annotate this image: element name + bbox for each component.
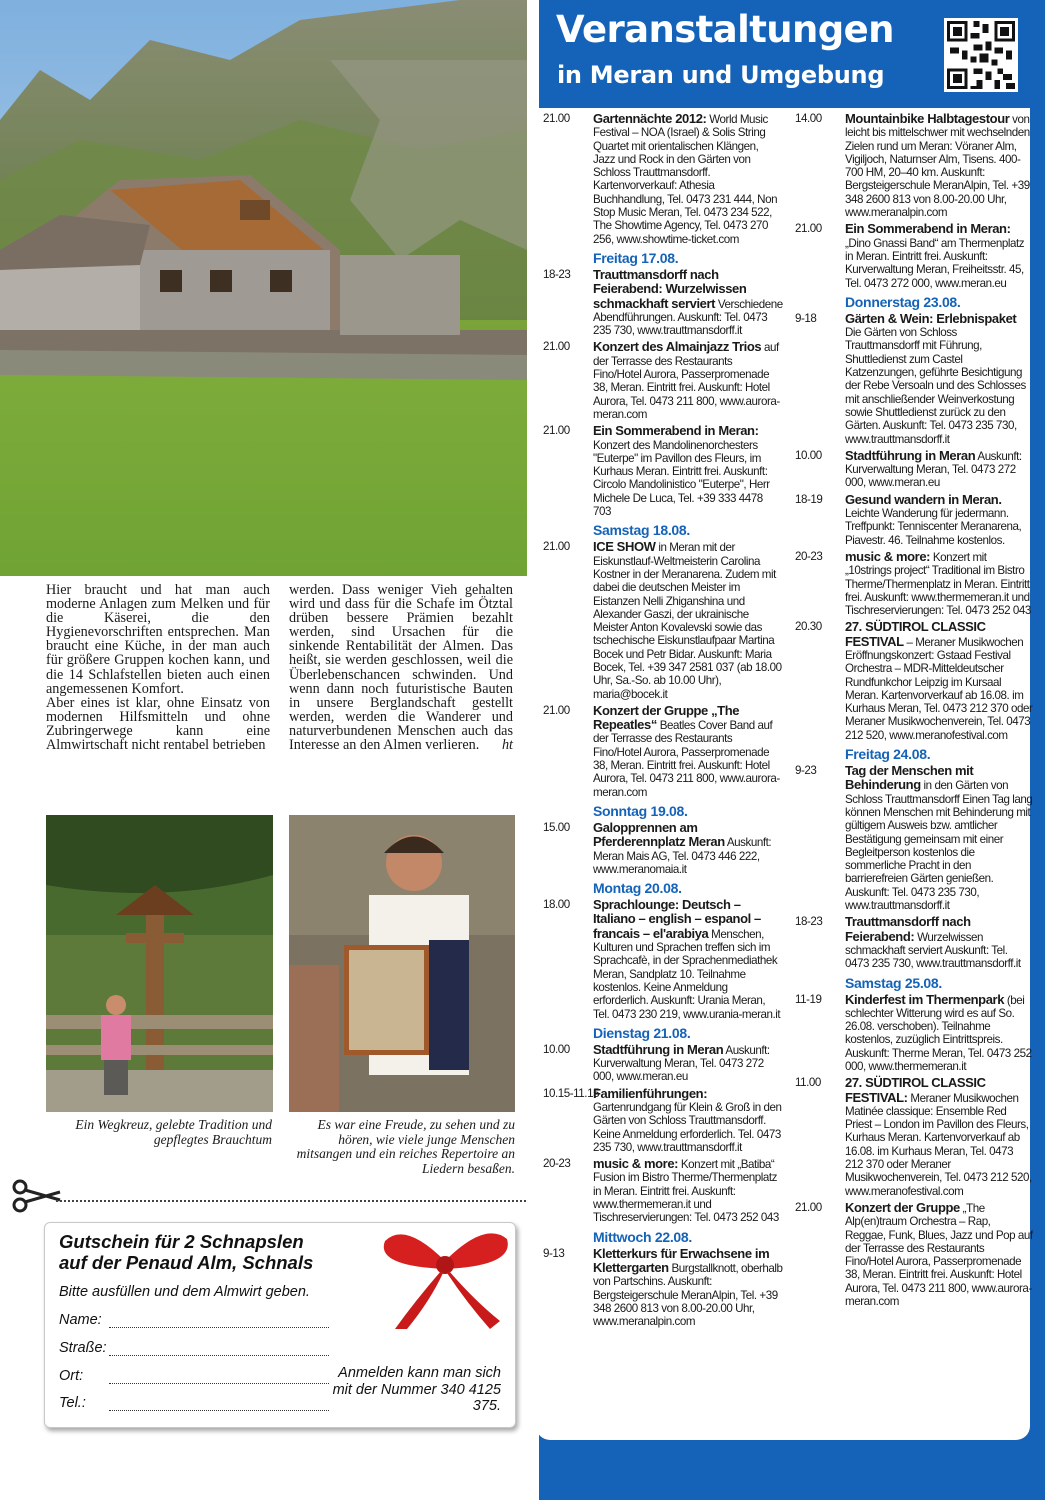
event-title: Trauttmansdorff nach Feierabend:	[845, 914, 971, 944]
event-description: Auskunft: Kurverwaltung Meran, Tel. 0473 272 000, www.meran.eu	[845, 449, 1022, 490]
event-description: „The Alp(en)traum Orchestra – Rap, Reggae, Funk, Blues, Jazz und Pop auf der Terrasse des Restaurants Fino/Hotel Aurora, Passerpromenade 38, Meran. Eintritt frei. Auskunft: Hotel Aurora, Tel. 0473 211 800, www.aurora-meran.com	[845, 1201, 1033, 1309]
event-title: Kletterkurs für Erwachsene im Klettergarten	[593, 1245, 770, 1275]
event-item	[543, 268, 783, 337]
red-bow-icon	[375, 1221, 515, 1331]
event-description: Auskunft: Kurverwaltung Meran, Tel. 0473 272 000, www.meran.eu	[593, 1043, 770, 1084]
event-time: 18-19	[795, 492, 823, 506]
event-description: Konzert mit „10strings project“ Traditional im Bistro Therme/Thermenplatz in Meran. Eintritt frei. Auskunft: www.thermemeran.it und Tischreservierungen: Tel. 0473 252 043	[845, 550, 1031, 618]
article-column-1	[46, 583, 270, 752]
event-day-heading: Sonntag 19.08.	[593, 802, 688, 819]
event-title: Mountainbike Halbtagestour	[845, 111, 1010, 126]
event-title: Kinderfest im Thermenpark	[845, 991, 1005, 1007]
event-item	[543, 340, 783, 421]
coupon-title: Gutschein für 2 Schnapslen auf der Penaud Alm, Schnals	[59, 1231, 314, 1273]
wayside-cross-photo	[46, 815, 273, 1112]
event-day-heading: Freitag 17.08.	[593, 249, 679, 266]
event-description: Menschen, Kulturen und Sprachen treffen sich im Sprachcafè, in der Sprachenmediathek Meran, Sandplatz 10. Teilnahme kostenlos. Keine Anmeldung erforderlich. Auskunft: Urania Meran, Tel. 0473 230 219, www.urania-meran.it	[593, 927, 781, 1021]
event-description: in Meran mit der Eiskunstlauf-Weltmeisterin Carolina Kostner in der Meranarena. Zudem mit dabei die deutschen Meister im Eistanzen Nelli Zhiganshina und Alexander Gaszi, der ukrainische Meister Anton Kovalevski sowie das tschechische Eiskunstlaufpaar Martina Bocek und Petr Bidar. Auskunft: Maria Bocek, Tel. +39 347 2581 037 (ab 18.00 Uhr, Sa.-So. ab 10.00 Uhr), maria@bocek.it	[593, 541, 782, 701]
event-description: Die Gärten von Schloss Trauttmansdorff mit Führung, Shuttledienst zum Castel Katzenzungen, geführte Besichtigung der Rebe Versoaln und des Schlosses mit anschließender Weinverkostung sowie Shuttledienst zurück zu den Gärten. Auskunft: Tel. 0473 235 730, www.trauttmansdorff.it	[845, 326, 1026, 446]
event-time: 9-18	[795, 311, 817, 325]
article-paragraph: Aber eines ist klar, ohne Einsatz von modernen Hilfsmitteln und ohne Zubringerwege kann eine Almwirtschaft nicht rentabel betrieben	[46, 694, 270, 754]
article-paragraph: Hier braucht und hat man auch moderne Anlagen zum Melken und für die Käserei, die den Hygienevorschriften entsprechen. Man braucht eine Küche, in der man auch für größere Gruppen kochen kann, und die 14 Schlafstellen bieten auch einen angemessenen Komfort.	[46, 582, 270, 697]
article-column-2	[289, 583, 513, 752]
event-description: von leicht bis mittelschwer mit wechselnden Zielen rund um Meran: Vöraner Alm, Vigiljoch, Naturnser Alm, Tisens. 400-700 HM, 20–40 km. Auskunft: Bergsteigerschule MeranAlpin, Tel. +39 348 2600 813 von 8.00-20.00 Uhr, www.meranalpin.com	[845, 113, 1030, 220]
coupon-note: Anmelden kann man sich mit der Nummer 340 4125 375.	[332, 1365, 501, 1414]
event-description: in den Gärten von Schloss Trauttmansdorff Einen Tag lang können Menschen mit Behinderung mit gültigem Ausweis bzw. amtlicher Bestätigung gemeinsam mit einer Begleitperson kostenlos die sommerliche Pracht in den barrierefreien Gärten genießen. Auskunft: Tel. 0473 235 730, www.trauttmansdorff.it	[845, 779, 1033, 913]
event-description: Gartenrundgang für Klein & Groß in den Gärten von Schloss Trauttmansdorff. Keine Anmeldung erforderlich. Tel. 0473 235 730, www.trauttmansdorff.it	[593, 1101, 782, 1154]
event-time: 20.30	[795, 620, 822, 634]
event-item	[543, 112, 783, 246]
event-day-heading: Dienstag 21.08.	[593, 1024, 691, 1041]
event-description: Konzert mit „Batiba“ Fusion im Bistro Therme/Thermenplatz in Meran. Eintritt frei. Auskunft: www.thermemeran.it und Tischreservierungen: Tel. 0473 252 043	[593, 1158, 779, 1225]
event-time: 20-23	[543, 1157, 571, 1171]
event-time: 10.00	[795, 448, 822, 462]
event-item	[795, 993, 1033, 1074]
event-title: music & more:	[593, 1156, 679, 1172]
event-title: Konzert des Almainjazz Trios	[593, 339, 762, 355]
event-title: 27. SÜDTIROL CLASSIC FESTIVAL:	[845, 1075, 986, 1105]
event-day-heading: Donnerstag 23.08.	[845, 293, 961, 310]
photo-caption-right: Es war eine Freude, zu sehen und zu hören, wie viele junge Menschen mitsangen und ein reiches Repertoire an Liedern besaßen.	[296, 1117, 515, 1176]
events-subtitle: in Meran und Umgebung	[557, 61, 885, 89]
event-item	[795, 620, 1033, 742]
event-description: Leichte Wanderung für jedermann. Treffpunkt: Tenniscenter Meranarena, Piavestr. 46. Teilnahme kostenlos.	[845, 507, 1022, 547]
accordion-player-photo	[289, 815, 515, 1112]
event-item	[543, 1157, 783, 1224]
event-title: Gärten & Wein: Erlebnispaket	[845, 310, 1017, 326]
event-item	[795, 764, 1033, 912]
event-item	[795, 312, 1033, 446]
event-time: 21.00	[795, 1200, 822, 1214]
event-day-heading: Mittwoch 22.08.	[593, 1228, 692, 1245]
event-description: Auskunft: Meran Mais AG, Tel. 0473 446 222, www.meranomaia.it	[593, 836, 772, 876]
article-paragraph: werden. Dass weniger Vieh gehalten wird und dass für die Schafe im Ötztal drüben bessere Prämien bezahlt werden, sind Ursachen für die sinkende Rentabilität der Almen. Das heißt, sie werden geschlossen, weil die Überlebenschancen schwinden. Und wenn dann noch futuristische Bauten in unsere Berglandschaft gestellt werden, werden die Wanderer und naturverbundenen Menschen auch das Interesse an den Almen verlieren.	[289, 582, 513, 754]
event-title: Gesund wandern in Meran.	[845, 491, 1002, 507]
event-title: Galopprennen am Pferderennplatz Meran	[593, 819, 725, 850]
event-description: Meraner Musikwochen Matinée classique: Ensemble Red Priest – London im Pavillon des Fleurs, Kurhaus Meran. Kartenvorverkauf ab 16.08. im Kurhaus Meran, Tel. 0473 212 370 oder Meraner Musikwochenverein, Tel. 0473 212 520, www.meranofestival.com	[845, 1091, 1032, 1198]
event-description: Verschiedene Abendführungen. Auskunft: Tel. 0473 235 730, www.trauttmansdorff.it	[593, 297, 783, 338]
event-item	[543, 898, 783, 1021]
event-time: 11-19	[795, 992, 822, 1006]
event-description: auf der Terrasse des Restaurants Fino/Hotel Aurora, Passerpromenade 38, Meran. Eintritt frei. Auskunft: Hotel Aurora, Tel. 0473 211 800, www.aurora-meran.com	[593, 341, 780, 421]
events-column-right	[795, 112, 1033, 1311]
event-title: Tag der Menschen mit Behinderung	[845, 763, 974, 793]
event-time: 18-23	[543, 267, 571, 281]
event-time: 21.00	[543, 340, 570, 354]
event-title: Familienführungen:	[593, 1085, 708, 1101]
event-title: Konzert der Gruppe „The Repeatles“	[593, 702, 740, 733]
event-day-heading: Samstag 25.08.	[845, 974, 942, 991]
event-item	[795, 449, 1033, 490]
event-item	[795, 550, 1033, 617]
event-day-heading: Freitag 24.08.	[845, 746, 931, 763]
event-day-heading: Samstag 18.08.	[593, 522, 690, 539]
qr-code-icon[interactable]	[944, 18, 1018, 92]
event-item	[795, 915, 1033, 970]
event-description: World Music Festival – NOA (Israel) & Solis String Quartet mit orientalischen Klängen, Jazz und Rock in den Gärten von Schloss Trauttmansdorff. Kartenvorverkauf: Athesia Buchhandlung, Tel. 0473 231 444, Non Stop Music Meran, Tel. 0473 234 522, The Showtime Agency, Tel. 0473 270 256, www.showtime-ticket.com	[593, 113, 778, 246]
event-title: Ein Sommerabend in Meran:	[593, 423, 759, 439]
event-time: 10.15-11.15	[543, 1086, 600, 1100]
event-time: 14.00	[795, 112, 822, 125]
event-time: 21.00	[543, 540, 570, 554]
event-title: Stadtführung in Meran	[845, 447, 976, 463]
event-time: 15.00	[543, 820, 570, 834]
event-title: Konzert der Gruppe	[845, 1199, 960, 1215]
event-title: music & more:	[845, 548, 931, 564]
event-item	[795, 493, 1033, 547]
events-title: Veranstaltungen	[556, 8, 894, 51]
event-item	[795, 1201, 1033, 1308]
event-description: Konzert des Mandolinenorchesters "Euterpe" im Pavillon des Fleurs, im Kurhaus Meran. Eintritt frei. Auskunft: Circolo Mandolinistico "Euterpe", Herr Michele De Luca, Tel. +39 333 4478 703	[593, 438, 770, 519]
event-item	[543, 1247, 783, 1329]
event-time: 20-23	[795, 549, 823, 563]
event-time: 21.00	[543, 703, 570, 717]
event-item	[543, 540, 783, 701]
events-column-left	[543, 112, 783, 1331]
event-item	[795, 222, 1033, 289]
event-day-heading: Montag 20.08.	[593, 880, 682, 897]
event-time: 18-23	[795, 915, 823, 929]
event-item	[795, 112, 1033, 219]
event-item	[543, 424, 783, 518]
event-time: 11.00	[795, 1076, 821, 1090]
event-title: 27. SÜDTIROL CLASSIC FESTIVAL	[845, 619, 986, 649]
event-description: Burgstallknott, oberhalb von Partschins. Auskunft: Bergsteigerschule MeranAlpin, Tel. +39 348 2600 813 von 8.00-20.00 Uhr, www.meranalpin.com	[593, 1261, 783, 1329]
event-title: Trauttmansdorff nach Feierabend: Wurzelwissen schmackhaft serviert	[593, 266, 747, 311]
event-title: Gartennächte 2012:	[593, 111, 707, 126]
event-description: (bei schlechter Witterung wird es auf So. 26.08. verschoben). Teilnahme kostenlos, zuzüglich Eintrittspreis. Auskunft: Therme Meran, Tel. 0473 252 000, www.thermemeran.it	[845, 993, 1032, 1073]
event-time: 10.00	[543, 1042, 570, 1056]
scissors-icon	[10, 1178, 62, 1214]
photo-caption-left: Ein Wegkreuz, gelebte Tradition und gepflegtes Brauchtum	[75, 1117, 272, 1147]
event-item	[543, 1087, 783, 1154]
event-title: ICE SHOW	[593, 539, 656, 555]
event-item	[543, 1043, 783, 1084]
event-description: – Meraner Musikwochen Eröffnungskonzert: Gstaad Festival Orchestra – MDR-Mitteldeutscher Rundfunkchor Leipzig im Kursaal Meran. Kartenvorverkauf ab 16.08. im Kurhaus Meran, Tel. 0473 212 370 oder Meraner Musikwochenverein, Tel. 0473 212 520, www.meranofestival.com	[845, 635, 1033, 742]
event-time: 18.00	[543, 898, 570, 912]
event-item	[543, 821, 783, 876]
event-title: Sprachlounge: Deutsch – Italiano – english – espanol – francais – el'arabiya	[593, 897, 761, 941]
event-item	[795, 1076, 1033, 1198]
event-title: Ein Sommerabend in Meran:	[845, 221, 1011, 237]
event-time: 21.00	[543, 112, 570, 125]
article-author: ht	[501, 737, 513, 754]
cut-line	[56, 1200, 526, 1202]
coupon-instruction: Bitte ausfüllen und dem Almwirt geben.	[59, 1284, 310, 1300]
event-time: 21.00	[543, 424, 570, 438]
coupon-card: Gutschein für 2 Schnapslen auf der Penaud Alm, Schnals Bitte ausfüllen und dem Almwirt geben. Name: Straße: Ort: Tel.: Anmelden kann man sich mit der Nummer 340 4125 375.	[44, 1222, 516, 1428]
event-description: Wurzelwissen schmackhaft serviert Auskunft: Tel. 0473 235 730, www.trauttmansdorff.it	[845, 930, 1021, 971]
event-description: Beatles Cover Band auf der Terrasse des Restaurants Fino/Hotel Aurora, Passerpromenade 38, Meran. Eintritt frei. Auskunft: Hotel Aurora, Tel. 0473 211 800, www.aurora-meran.com	[593, 719, 780, 799]
event-description: „Dino Gnassi Band“ am Thermenplatz in Meran. Eintritt frei. Auskunft: Kurverwaltung Meran, Freiheitsstr. 45, Tel. 0473 272 000, www.meran.eu	[845, 236, 1025, 290]
event-title: Stadtführung in Meran	[593, 1041, 724, 1057]
event-time: 21.00	[795, 222, 822, 236]
event-time: 9-23	[795, 764, 817, 778]
event-item	[543, 704, 783, 799]
event-time: 9-13	[543, 1246, 565, 1260]
alpine-hut-photo	[0, 0, 527, 576]
